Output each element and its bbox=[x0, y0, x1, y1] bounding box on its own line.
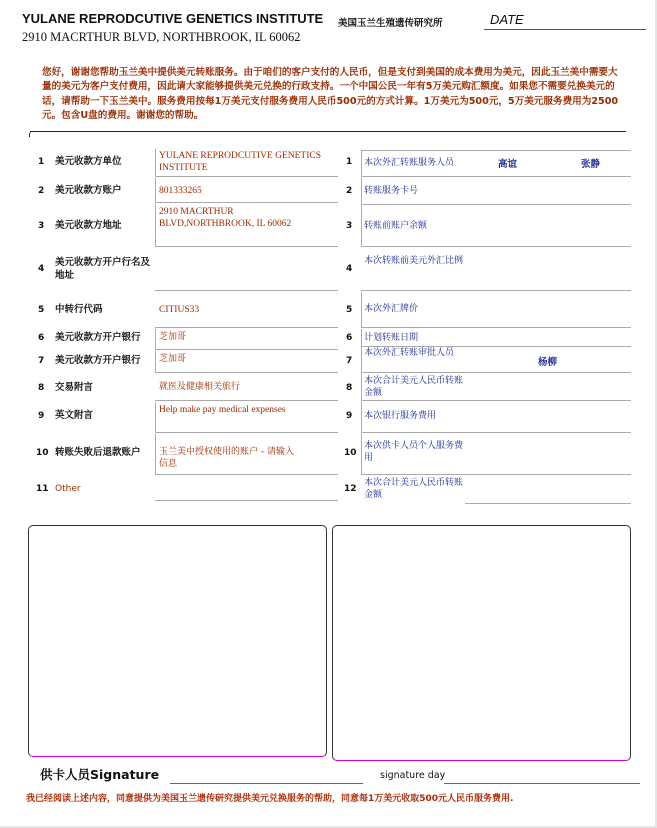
left-row-number: 10 bbox=[36, 448, 49, 458]
field-underline bbox=[361, 290, 631, 291]
date-label: DATE bbox=[490, 12, 524, 27]
field-underline bbox=[155, 176, 338, 177]
left-row-number: 8 bbox=[38, 383, 45, 393]
field-border bbox=[155, 204, 156, 246]
right-row-label: 本次转账前美元外汇比例 bbox=[364, 256, 464, 266]
field-border bbox=[155, 178, 156, 202]
field-underline bbox=[155, 400, 338, 401]
field-border bbox=[361, 374, 362, 400]
left-row-value[interactable]: 就医及健康相关旅行 bbox=[159, 382, 241, 392]
field-underline bbox=[155, 372, 338, 373]
right-row-label: 转账前账户余额 bbox=[364, 221, 428, 231]
left-row-value[interactable]: 玉兰美中授权使用的账户 - 请输入信息 bbox=[159, 447, 294, 469]
left-row-number: 9 bbox=[38, 411, 45, 421]
field-underline bbox=[361, 246, 631, 247]
left-row-value[interactable]: Help make pay medical expenses bbox=[159, 405, 286, 415]
field-border bbox=[361, 178, 362, 204]
left-row-number: 5 bbox=[38, 305, 45, 315]
right-row-label: 计划转账日期 bbox=[364, 333, 419, 343]
field-border bbox=[155, 402, 156, 432]
field-underline bbox=[155, 202, 338, 203]
left-row-label: 美元收款方账户 bbox=[55, 185, 122, 196]
field-underline bbox=[155, 327, 338, 328]
field-border bbox=[361, 348, 362, 372]
intro-paragraph: 您好，谢谢您帮助玉兰美中提供美元转账服务。由于咱们的客户支付的人民币，但是支付到美国的成本费用为美元，因此玉兰美中需要大量的美元为客户支付费用，因此请大家能够提供美元兑换的行政支持。一个中国公民一年有5万美元购汇额度。如果您不需要兑换美元的话，请帮助一下玉兰美中。服务费用按每1万美元支付服务费用人民币500元的方式计算。1万美元为500元，5万美元服务费用为2500元。包含U盘的费用。谢谢您的帮助。 bbox=[42, 67, 619, 122]
field-border bbox=[155, 149, 156, 176]
field-border bbox=[361, 150, 362, 176]
field-underline bbox=[465, 503, 631, 504]
signature-day-label: signature day bbox=[380, 770, 446, 781]
section-divider-corner bbox=[29, 131, 35, 137]
right-row-number: 3 bbox=[346, 221, 353, 231]
field-underline bbox=[155, 500, 338, 501]
field-underline bbox=[361, 432, 631, 433]
field-underline bbox=[361, 327, 631, 328]
date-field[interactable] bbox=[484, 29, 646, 30]
left-row-number: 2 bbox=[38, 186, 45, 196]
left-row-number: 3 bbox=[38, 221, 45, 231]
left-row-label-other: Other bbox=[55, 484, 81, 494]
right-row-number: 7 bbox=[346, 356, 353, 366]
right-row-number: 6 bbox=[346, 333, 353, 343]
field-underline bbox=[155, 246, 338, 247]
right-row-number: 10 bbox=[344, 448, 357, 458]
left-row-number: 6 bbox=[38, 333, 45, 343]
left-row-value[interactable]: 2910 MACRTHUR BLVD,NORTHBROOK, IL 60062 bbox=[159, 207, 292, 229]
right-row-label: 本次外汇转账服务人员 bbox=[364, 158, 455, 168]
left-row-label: 交易附言 bbox=[55, 382, 94, 393]
left-row-label: 转账失败后退款账户 bbox=[55, 447, 141, 458]
field-underline bbox=[361, 176, 631, 177]
footer-agreement: 我已经阅读上述内容，同意提供为美国玉兰遗传研究提供美元兑换服务的帮助，同意每1万美元收取500元人民币服务费用. bbox=[26, 794, 514, 804]
right-row-number: 12 bbox=[344, 484, 357, 494]
right-row-label: 转账服务卡号 bbox=[364, 186, 419, 196]
right-row-number: 4 bbox=[346, 264, 353, 274]
institute-chinese-title: 美国玉兰生殖遗传研究所 bbox=[338, 18, 443, 29]
signature-day-field[interactable] bbox=[444, 783, 640, 784]
left-row-label: 美元收款方开户行名及地址 bbox=[55, 257, 151, 281]
right-row-label: 本次外汇牌价 bbox=[364, 304, 419, 314]
right-row-number: 1 bbox=[346, 157, 353, 167]
left-row-number: 1 bbox=[38, 157, 45, 167]
field-underline bbox=[361, 204, 631, 205]
left-row-label: 美元收款方开户银行 bbox=[55, 355, 141, 366]
field-underline bbox=[361, 372, 631, 373]
left-row-value[interactable]: 芝加哥 bbox=[159, 354, 187, 364]
field-topline bbox=[361, 150, 631, 151]
field-underline bbox=[155, 290, 338, 291]
right-row-value[interactable]: 杨柳 bbox=[538, 357, 558, 368]
right-row-label: 本次供卡人员个人服务费用 bbox=[364, 441, 464, 463]
institute-address: 2910 MACRTHUR BLVD, NORTHBROOK, IL 60062 bbox=[22, 30, 301, 44]
right-row-number: 8 bbox=[346, 383, 353, 393]
left-row-number: 11 bbox=[36, 484, 49, 494]
left-row-value[interactable]: 芝加哥 bbox=[159, 332, 187, 342]
field-underline bbox=[361, 400, 631, 401]
signature-field[interactable] bbox=[170, 783, 363, 784]
field-border bbox=[361, 434, 362, 474]
right-row-label: 本次合计美元人民币转账金额 bbox=[364, 478, 464, 500]
right-row-label: 本次银行服务费用 bbox=[364, 411, 437, 421]
right-row-label: 本次合计美元人民币转账金额 bbox=[364, 376, 464, 398]
right-row-number: 9 bbox=[346, 411, 353, 421]
left-row-value[interactable]: CITIUS33 bbox=[159, 305, 200, 315]
field-underline bbox=[155, 432, 338, 433]
signature-label: 供卡人员Signature bbox=[40, 767, 160, 782]
left-row-number: 4 bbox=[38, 264, 45, 274]
right-row-value-2[interactable]: 张静 bbox=[581, 159, 601, 170]
left-row-label: 美元收款方地址 bbox=[55, 220, 122, 231]
field-underline bbox=[155, 349, 338, 350]
left-row-label: 美元收款方开户银行 bbox=[55, 332, 141, 343]
left-row-label: 美元收款方单位 bbox=[55, 156, 122, 167]
left-row-value[interactable]: YULANE REPRODCUTIVE GENETICS INSTITUTE bbox=[159, 151, 322, 173]
institute-name: YULANE REPRODCUTIVE GENETICS INSTITUTE bbox=[22, 11, 324, 26]
field-border bbox=[155, 329, 156, 349]
field-underline bbox=[361, 474, 631, 475]
field-border bbox=[155, 434, 156, 474]
right-row-number: 5 bbox=[346, 305, 353, 315]
field-border bbox=[155, 351, 156, 372]
card-image-box-back[interactable] bbox=[332, 525, 631, 761]
field-border bbox=[361, 292, 362, 327]
left-row-value[interactable]: 801333265 bbox=[159, 186, 202, 196]
field-border bbox=[361, 402, 362, 432]
left-row-label: 英文附言 bbox=[55, 410, 94, 421]
field-underline bbox=[155, 474, 338, 475]
left-row-label: 中转行代码 bbox=[55, 304, 103, 315]
right-row-value[interactable]: 高谊 bbox=[498, 159, 518, 170]
right-row-number: 2 bbox=[346, 186, 353, 196]
card-image-box-front[interactable] bbox=[28, 525, 327, 757]
right-row-label: 本次外汇转账审批人员 bbox=[364, 348, 455, 358]
left-row-number: 7 bbox=[38, 356, 45, 366]
section-divider bbox=[30, 131, 626, 132]
field-border bbox=[361, 206, 362, 246]
